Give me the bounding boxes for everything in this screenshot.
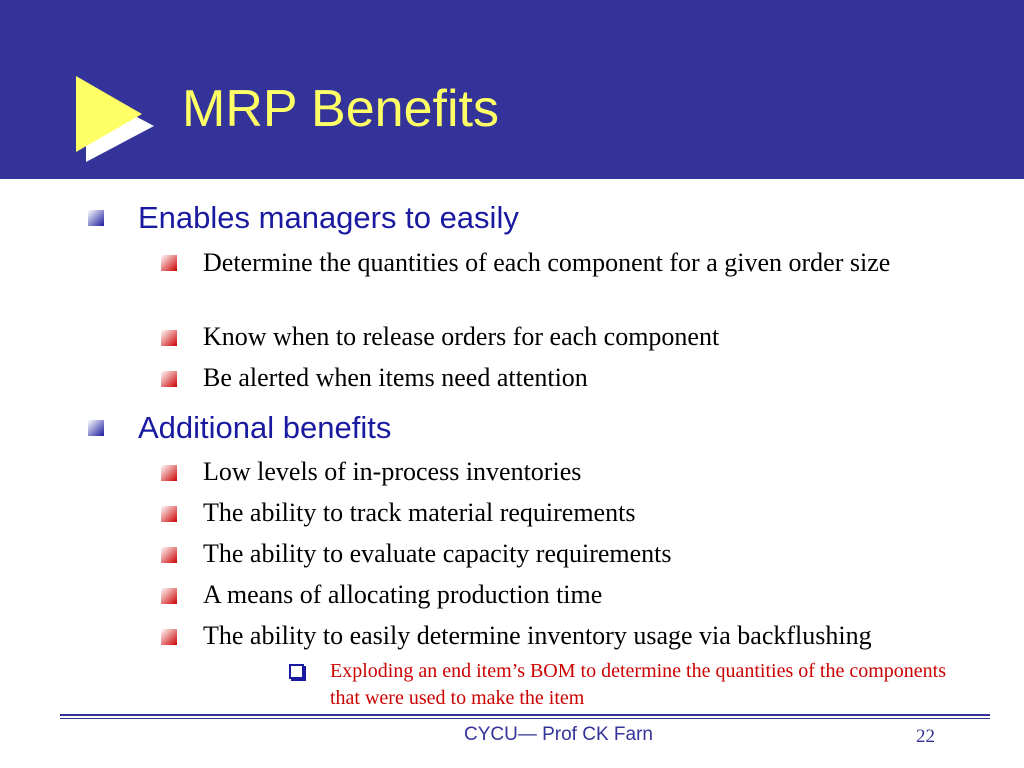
bullet-level2: The ability to easily determine inventory usage via backflushing — [203, 621, 872, 650]
footer-text: CYCU— Prof CK Farn — [464, 724, 653, 745]
red-square-bullet-icon — [159, 463, 179, 483]
red-square-bullet-icon — [159, 545, 179, 565]
bullet-level2: Know when to release orders for each component — [203, 322, 720, 351]
slide-title: MRP Benefits — [182, 80, 499, 138]
footer-divider — [60, 714, 990, 716]
red-square-bullet-icon — [159, 586, 179, 606]
red-square-bullet-icon — [159, 369, 179, 389]
bullet-level3: Exploding an end item’s BOM to determine the quantities of the components that were used to make the item — [330, 660, 946, 709]
page-number: 22 — [916, 726, 935, 747]
hollow-square-bullet-icon — [289, 664, 304, 679]
red-square-bullet-icon — [159, 504, 179, 524]
footer-divider — [60, 718, 990, 719]
bullet-level2: Be alerted when items need attention — [203, 363, 588, 392]
bullet-level2: A means of allocating production time — [203, 580, 603, 609]
bullet-level2: Low levels of in-process inventories — [203, 457, 582, 486]
bullet-level2: The ability to track material requirements — [203, 498, 636, 527]
bullet-level1: Enables managers to easily — [138, 200, 519, 235]
red-square-bullet-icon — [159, 253, 179, 273]
red-square-bullet-icon — [159, 627, 179, 647]
bullet-level2: The ability to evaluate capacity requirements — [203, 539, 672, 568]
blue-square-bullet-icon — [86, 418, 106, 438]
blue-square-bullet-icon — [86, 208, 106, 228]
red-square-bullet-icon — [159, 328, 179, 348]
bullet-level2: Determine the quantities of each component for a given order size — [203, 248, 891, 277]
bullet-level1: Additional benefits — [138, 410, 392, 445]
